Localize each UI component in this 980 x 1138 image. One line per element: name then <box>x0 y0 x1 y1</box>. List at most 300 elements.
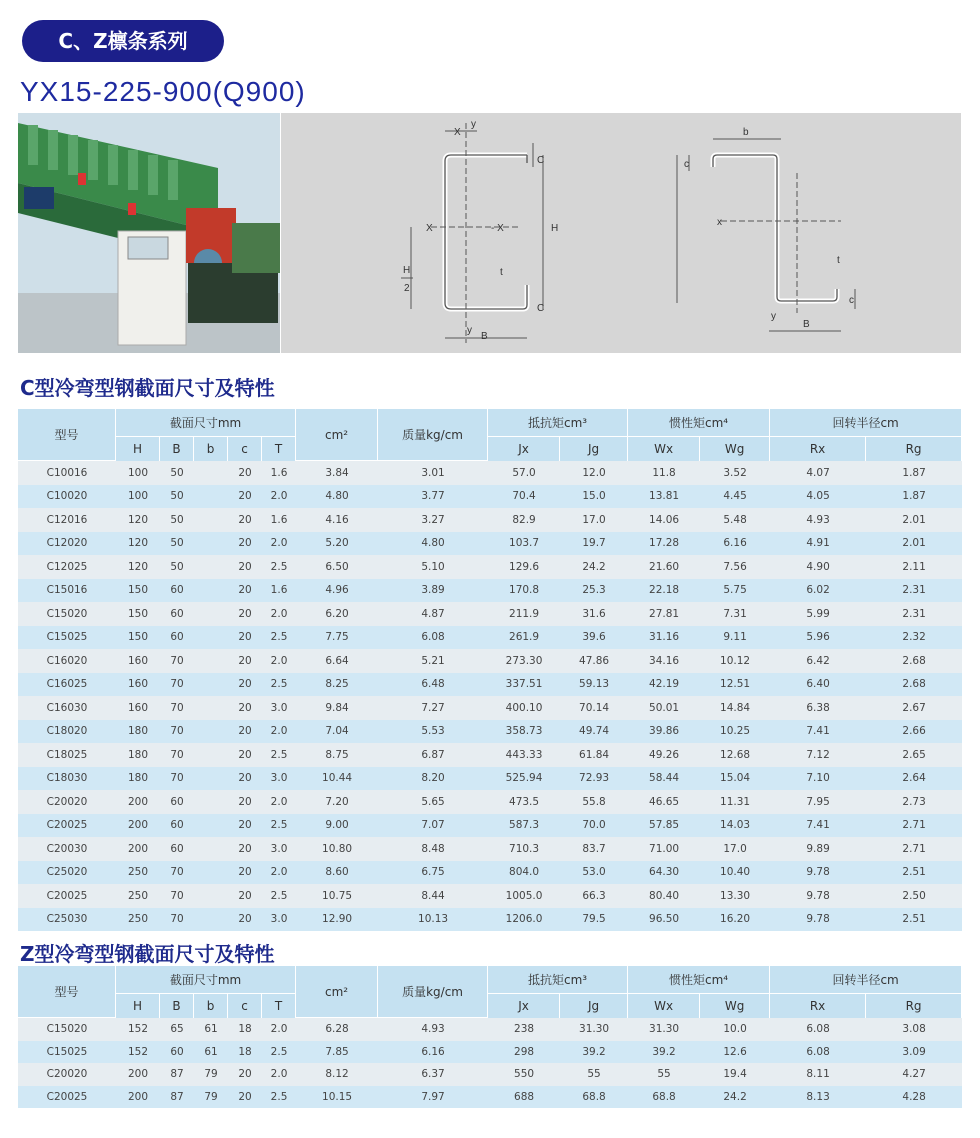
table-cell: 68.8 <box>560 1086 628 1109</box>
table-cell: 31.6 <box>560 602 628 626</box>
table-cell <box>194 649 228 673</box>
table-cell: 60 <box>160 579 194 603</box>
table-cell: 170.8 <box>488 579 560 603</box>
table-cell: 20 <box>228 626 262 650</box>
table-cell: 8.12 <box>296 1063 378 1086</box>
table-cell <box>194 673 228 697</box>
table-cell: 70 <box>160 861 194 885</box>
table-cell: 3.01 <box>378 461 488 485</box>
table-cell <box>194 814 228 838</box>
table-cell: 9.78 <box>770 884 866 908</box>
table-cell: 18 <box>228 1018 262 1041</box>
table-cell: 152 <box>116 1041 160 1064</box>
table-cell: 2.71 <box>866 814 962 838</box>
table-cell: 7.56 <box>700 555 770 579</box>
table-cell: 96.50 <box>628 908 700 932</box>
table-cell: 2.32 <box>866 626 962 650</box>
table-cell: 4.80 <box>378 532 488 556</box>
table-cell: 39.2 <box>628 1041 700 1064</box>
table-cell <box>194 555 228 579</box>
table-cell <box>194 485 228 509</box>
table-cell: 7.27 <box>378 696 488 720</box>
table-cell: 4.93 <box>378 1018 488 1041</box>
table-cell: 65 <box>160 1018 194 1041</box>
c-label-two: 2 <box>404 283 410 294</box>
table-cell: 3.0 <box>262 696 296 720</box>
table-cell: 20 <box>228 532 262 556</box>
table-cell: 5.99 <box>770 602 866 626</box>
table-cell <box>194 743 228 767</box>
table-cell: 9.78 <box>770 861 866 885</box>
table-cell: 9.84 <box>296 696 378 720</box>
table-cell: 180 <box>116 767 160 791</box>
row-model-cell: C15020 <box>18 1018 116 1041</box>
table-cell: 2.51 <box>866 861 962 885</box>
table-cell: 79 <box>194 1086 228 1109</box>
table-cell: 20 <box>228 1086 262 1109</box>
table-cell: 8.75 <box>296 743 378 767</box>
table-cell: 525.94 <box>488 767 560 791</box>
row-model-cell: C18030 <box>18 767 116 791</box>
table-cell: 200 <box>116 790 160 814</box>
col-b-lower: b <box>194 994 228 1018</box>
table-cell: 53.0 <box>560 861 628 885</box>
table-row <box>18 696 962 720</box>
table-row <box>18 1086 962 1109</box>
table-cell: 473.5 <box>488 790 560 814</box>
table-cell: 20 <box>228 790 262 814</box>
table-cell: 3.0 <box>262 837 296 861</box>
table-cell: 3.89 <box>378 579 488 603</box>
table-row <box>18 814 962 838</box>
table-cell: 150 <box>116 579 160 603</box>
table-cell: 20 <box>228 579 262 603</box>
table-cell: 61 <box>194 1018 228 1041</box>
table-cell: 6.08 <box>770 1041 866 1064</box>
table-cell: 20 <box>228 673 262 697</box>
table-cell: 31.30 <box>628 1018 700 1041</box>
table-cell: 150 <box>116 602 160 626</box>
table-cell: 2.0 <box>262 485 296 509</box>
table-cell: 10.13 <box>378 908 488 932</box>
table-cell: 60 <box>160 602 194 626</box>
table-cell: 24.2 <box>560 555 628 579</box>
table-row <box>18 837 962 861</box>
table-cell: 70.14 <box>560 696 628 720</box>
row-model-cell: C20025 <box>18 884 116 908</box>
table-cell: 10.75 <box>296 884 378 908</box>
table-cell: 5.75 <box>700 579 770 603</box>
table-cell: 70 <box>160 767 194 791</box>
table-cell: 49.74 <box>560 720 628 744</box>
table-cell: 20 <box>228 461 262 485</box>
col-wx: Wx <box>628 437 700 461</box>
row-model-cell: C12020 <box>18 532 116 556</box>
col-mass: 质量kg/cm <box>378 966 488 1018</box>
col-wx: Wx <box>628 994 700 1018</box>
table-cell: 55 <box>560 1063 628 1086</box>
table-cell: 5.21 <box>378 649 488 673</box>
table-cell: 1206.0 <box>488 908 560 932</box>
table-cell: 7.12 <box>770 743 866 767</box>
table-cell: 17.0 <box>560 508 628 532</box>
table-cell: 5.48 <box>700 508 770 532</box>
table-cell: 5.53 <box>378 720 488 744</box>
table-cell: 68.8 <box>628 1086 700 1109</box>
table-row <box>18 861 962 885</box>
col-resist: 抵抗矩cm³ <box>488 409 628 437</box>
table-cell: 2.0 <box>262 532 296 556</box>
table-cell: 4.80 <box>296 485 378 509</box>
table-cell: 12.0 <box>560 461 628 485</box>
col-rx: Rx <box>770 994 866 1018</box>
table-cell: 49.26 <box>628 743 700 767</box>
table-cell <box>194 602 228 626</box>
table-cell: 55.8 <box>560 790 628 814</box>
table-cell <box>194 790 228 814</box>
table-cell: 7.41 <box>770 814 866 838</box>
table-cell: 20 <box>228 767 262 791</box>
table-row <box>18 1041 962 1064</box>
table-row <box>18 485 962 509</box>
col-mass: 质量kg/cm <box>378 409 488 461</box>
table-cell: 15.04 <box>700 767 770 791</box>
table-cell: 7.85 <box>296 1041 378 1064</box>
col-h: H <box>116 994 160 1018</box>
table-cell: 6.08 <box>378 626 488 650</box>
row-model-cell: C15025 <box>18 626 116 650</box>
table-cell: 200 <box>116 814 160 838</box>
table-cell: 1.87 <box>866 461 962 485</box>
table-cell: 180 <box>116 743 160 767</box>
table-cell: 70 <box>160 743 194 767</box>
table-cell <box>194 767 228 791</box>
table-cell: 100 <box>116 461 160 485</box>
table-cell: 19.4 <box>700 1063 770 1086</box>
table-cell: 60 <box>160 1041 194 1064</box>
table-cell: 250 <box>116 884 160 908</box>
col-wg: Wg <box>700 994 770 1018</box>
table-row <box>18 767 962 791</box>
table-cell: 7.20 <box>296 790 378 814</box>
table-row <box>18 790 962 814</box>
row-model-cell: C10020 <box>18 485 116 509</box>
table-cell: 2.64 <box>866 767 962 791</box>
table-cell: 150 <box>116 626 160 650</box>
row-model-cell: C18025 <box>18 743 116 767</box>
table-cell: 61 <box>194 1041 228 1064</box>
table-cell: 20 <box>228 485 262 509</box>
table-cell: 20 <box>228 602 262 626</box>
table-cell: 11.8 <box>628 461 700 485</box>
table-cell: 1.6 <box>262 461 296 485</box>
table-cell: 2.0 <box>262 1063 296 1086</box>
table-cell: 14.06 <box>628 508 700 532</box>
table-cell: 1.87 <box>866 485 962 509</box>
table-cell: 211.9 <box>488 602 560 626</box>
table-cell: 58.44 <box>628 767 700 791</box>
table-cell: 12.51 <box>700 673 770 697</box>
table-row <box>18 555 962 579</box>
table-cell: 4.05 <box>770 485 866 509</box>
col-radius: 回转半径cm <box>770 966 962 994</box>
table-cell: 4.91 <box>770 532 866 556</box>
table-cell: 16.20 <box>700 908 770 932</box>
table-row <box>18 649 962 673</box>
c-label-c: C <box>537 155 545 166</box>
table-cell: 6.75 <box>378 861 488 885</box>
table-cell <box>194 720 228 744</box>
table-cell: 2.50 <box>866 884 962 908</box>
table-cell: 20 <box>228 837 262 861</box>
c-label-b: B <box>481 331 488 342</box>
table-cell: 2.67 <box>866 696 962 720</box>
table-cell: 20 <box>228 696 262 720</box>
table-cell: 6.87 <box>378 743 488 767</box>
col-radius: 回转半径cm <box>770 409 962 437</box>
table-cell: 70 <box>160 720 194 744</box>
table-cell: 7.07 <box>378 814 488 838</box>
z-label-c-top: c <box>684 159 689 170</box>
table-cell: 550 <box>488 1063 560 1086</box>
table-cell: 4.45 <box>700 485 770 509</box>
col-h: H <box>116 437 160 461</box>
table-cell: 87 <box>160 1063 194 1086</box>
table-cell: 20 <box>228 508 262 532</box>
table-cell: 13.81 <box>628 485 700 509</box>
table-cell: 9.11 <box>700 626 770 650</box>
c-label-c-bottom: C <box>537 303 545 314</box>
col-rx: Rx <box>770 437 866 461</box>
table-cell: 87 <box>160 1086 194 1109</box>
table-cell: 3.52 <box>700 461 770 485</box>
table-cell: 22.18 <box>628 579 700 603</box>
table-cell: 2.31 <box>866 602 962 626</box>
table-cell: 14.84 <box>700 696 770 720</box>
table-cell: 3.0 <box>262 767 296 791</box>
table-cell: 298 <box>488 1041 560 1064</box>
col-jg: Jg <box>560 437 628 461</box>
table-cell: 4.16 <box>296 508 378 532</box>
table-cell: 443.33 <box>488 743 560 767</box>
table-cell: 27.81 <box>628 602 700 626</box>
table-cell: 4.07 <box>770 461 866 485</box>
table-cell: 2.5 <box>262 814 296 838</box>
table-cell: 8.48 <box>378 837 488 861</box>
table-cell: 24.2 <box>700 1086 770 1109</box>
table-row <box>18 461 962 485</box>
table-cell: 9.00 <box>296 814 378 838</box>
table-cell: 6.50 <box>296 555 378 579</box>
col-rg: Rg <box>866 437 962 461</box>
table-cell: 2.5 <box>262 1041 296 1064</box>
table-cell: 358.73 <box>488 720 560 744</box>
table-cell: 10.80 <box>296 837 378 861</box>
table-cell: 6.40 <box>770 673 866 697</box>
table-cell: 250 <box>116 908 160 932</box>
table-cell: 129.6 <box>488 555 560 579</box>
table-cell: 70.0 <box>560 814 628 838</box>
table-cell: 47.86 <box>560 649 628 673</box>
table-cell: 7.75 <box>296 626 378 650</box>
table-cell: 2.5 <box>262 555 296 579</box>
table-row <box>18 579 962 603</box>
table-cell: 59.13 <box>560 673 628 697</box>
table-row <box>18 743 962 767</box>
table-cell: 10.0 <box>700 1018 770 1041</box>
table-cell: 2.68 <box>866 673 962 697</box>
table-cell: 70.4 <box>488 485 560 509</box>
table-cell: 11.31 <box>700 790 770 814</box>
col-c: c <box>228 437 262 461</box>
table-cell: 7.10 <box>770 767 866 791</box>
table-cell: 2.0 <box>262 861 296 885</box>
table-cell: 50.01 <box>628 696 700 720</box>
table-cell: 7.31 <box>700 602 770 626</box>
table-cell: 57.0 <box>488 461 560 485</box>
c-section-table <box>18 409 962 931</box>
table-cell: 400.10 <box>488 696 560 720</box>
table-cell: 2.31 <box>866 579 962 603</box>
table-cell: 82.9 <box>488 508 560 532</box>
table-cell: 60 <box>160 790 194 814</box>
col-area: cm² <box>296 409 378 461</box>
table-cell: 25.3 <box>560 579 628 603</box>
col-jx: Jx <box>488 994 560 1018</box>
table-cell <box>194 837 228 861</box>
table-cell: 5.96 <box>770 626 866 650</box>
table-cell: 21.60 <box>628 555 700 579</box>
row-model-cell: C16020 <box>18 649 116 673</box>
table-cell: 2.0 <box>262 649 296 673</box>
table-cell: 70 <box>160 908 194 932</box>
col-inertia: 惯性矩cm⁴ <box>628 966 770 994</box>
table-cell: 20 <box>228 861 262 885</box>
table-cell <box>194 532 228 556</box>
table-cell <box>194 884 228 908</box>
table-cell: 39.6 <box>560 626 628 650</box>
col-b-upper: B <box>160 994 194 1018</box>
table-cell: 200 <box>116 1063 160 1086</box>
table-cell: 160 <box>116 649 160 673</box>
table-cell: 12.6 <box>700 1041 770 1064</box>
col-dims: 截面尺寸mm <box>116 966 296 994</box>
c-section-title: C型冷弯型钢截面尺寸及特性 <box>20 376 275 400</box>
table-cell: 250 <box>116 861 160 885</box>
row-model-cell: C10016 <box>18 461 116 485</box>
table-cell: 14.03 <box>700 814 770 838</box>
col-dims: 截面尺寸mm <box>116 409 296 437</box>
table-cell: 238 <box>488 1018 560 1041</box>
col-model: 型号 <box>18 409 116 461</box>
table-cell: 10.15 <box>296 1086 378 1109</box>
table-cell: 152 <box>116 1018 160 1041</box>
table-cell: 57.85 <box>628 814 700 838</box>
row-model-cell: C20020 <box>18 790 116 814</box>
table-cell: 20 <box>228 720 262 744</box>
row-model-cell: C15025 <box>18 1041 116 1064</box>
table-cell: 4.28 <box>866 1086 962 1109</box>
table-cell: 50 <box>160 555 194 579</box>
row-model-cell: C12016 <box>18 508 116 532</box>
table-row <box>18 1063 962 1086</box>
table-cell: 688 <box>488 1086 560 1109</box>
table-cell: 7.95 <box>770 790 866 814</box>
table-cell: 1.6 <box>262 579 296 603</box>
col-t: T <box>262 994 296 1018</box>
table-cell: 2.01 <box>866 532 962 556</box>
table-cell: 20 <box>228 555 262 579</box>
series-title: C、Z檩条系列 <box>58 29 188 53</box>
table-cell: 3.09 <box>866 1041 962 1064</box>
table-cell: 10.25 <box>700 720 770 744</box>
col-model: 型号 <box>18 966 116 1018</box>
row-model-cell: C18020 <box>18 720 116 744</box>
table-cell: 160 <box>116 696 160 720</box>
table-cell: 80.40 <box>628 884 700 908</box>
c-label-x: X <box>454 127 461 138</box>
table-cell: 6.16 <box>378 1041 488 1064</box>
table-cell: 8.20 <box>378 767 488 791</box>
table-cell: 60 <box>160 837 194 861</box>
table-cell: 6.20 <box>296 602 378 626</box>
table-cell: 31.16 <box>628 626 700 650</box>
z-label-t: t <box>837 255 840 266</box>
row-model-cell: C20030 <box>18 837 116 861</box>
z-label-b: b <box>743 127 749 138</box>
table-cell: 6.16 <box>700 532 770 556</box>
table-cell: 5.20 <box>296 532 378 556</box>
section-diagram <box>281 113 961 353</box>
table-cell: 8.60 <box>296 861 378 885</box>
table-cell: 20 <box>228 1063 262 1086</box>
table-cell: 6.02 <box>770 579 866 603</box>
table-cell: 72.93 <box>560 767 628 791</box>
table-cell: 6.38 <box>770 696 866 720</box>
table-row <box>18 508 962 532</box>
table-cell: 6.37 <box>378 1063 488 1086</box>
table-cell: 3.77 <box>378 485 488 509</box>
col-area: cm² <box>296 966 378 1018</box>
table-cell <box>194 908 228 932</box>
table-cell: 83.7 <box>560 837 628 861</box>
c-label-y: y <box>471 119 476 130</box>
table-cell: 3.08 <box>866 1018 962 1041</box>
table-cell: 8.11 <box>770 1063 866 1086</box>
table-cell: 50 <box>160 461 194 485</box>
table-row <box>18 720 962 744</box>
table-cell: 2.66 <box>866 720 962 744</box>
table-cell: 10.12 <box>700 649 770 673</box>
table-cell: 1005.0 <box>488 884 560 908</box>
table-cell: 17.28 <box>628 532 700 556</box>
table-cell: 19.7 <box>560 532 628 556</box>
table-row <box>18 602 962 626</box>
table-cell <box>194 626 228 650</box>
z-label-y: y <box>771 311 776 322</box>
c-label-h: H <box>551 223 559 234</box>
table-cell: 261.9 <box>488 626 560 650</box>
table-cell: 9.78 <box>770 908 866 932</box>
col-b-lower: b <box>194 437 228 461</box>
table-cell: 66.3 <box>560 884 628 908</box>
table-cell: 6.42 <box>770 649 866 673</box>
row-model-cell: C16025 <box>18 673 116 697</box>
table-cell: 6.64 <box>296 649 378 673</box>
table-cell: 60 <box>160 626 194 650</box>
table-cell: 2.73 <box>866 790 962 814</box>
table-cell: 7.04 <box>296 720 378 744</box>
